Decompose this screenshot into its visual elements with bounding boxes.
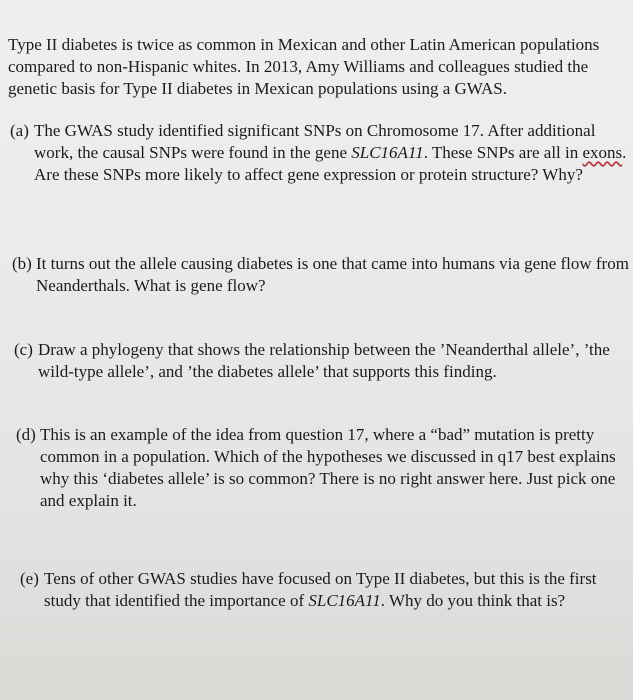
question-e-text-2: . Why do you think that is? (380, 591, 566, 610)
question-c (14, 339, 633, 383)
question-a-text-1: The GWAS study identified significant SNPs on Chromosome 17. After additional work, the causal SNPs were found in the gene (34, 121, 596, 162)
question-b (12, 253, 633, 297)
question-d (16, 424, 633, 512)
question-e-gene: SLC16A11 (308, 591, 381, 610)
question-e-letter: (e) (20, 569, 39, 588)
question-a (10, 120, 633, 186)
question-e-text-1: Tens of other GWAS studies have focused on Type II diabetes, but this is the first study that identified the importance of (44, 569, 597, 610)
question-e (20, 568, 633, 612)
question-d-letter: (d) (16, 425, 36, 444)
question-a-letter: (a) (10, 121, 29, 140)
intro-paragraph: Type II diabetes is twice as common in Mexican and other Latin American populations compared to non-Hispanic whites. In 2013, Amy Williams and colleagues studied the genetic basis for Type II diabetes in Mexican populations using a GWAS. (8, 35, 600, 98)
question-a-text-3: . Are these SNPs more likely to affect gene expression or protein structure? Why? (34, 143, 627, 184)
question-d-text: This is an example of the idea from question 17, where a “bad” mutation is pretty common in a population. Which of the hypotheses we discussed in q17 best explains why this ‘diabetes allele’ is so common? There is no right answer here. Just pick one and explain it. (40, 425, 616, 510)
question-b-text: It turns out the allele causing diabetes is one that came into humans via gene flow from Neanderthals. What is gene flow? (36, 254, 629, 295)
question-a-gene: SLC16A11 (351, 143, 424, 162)
question-c-text: Draw a phylogeny that shows the relationship between the ’Neanderthal allele’, ’the wild-type allele’, and ’the diabetes allele’ that supports this finding. (38, 340, 610, 381)
question-c-letter: (c) (14, 340, 33, 359)
question-a-exons-word: exons (582, 143, 623, 162)
question-a-text-2: . These SNPs are all in (423, 143, 583, 162)
question-b-letter: (b) (12, 254, 32, 273)
